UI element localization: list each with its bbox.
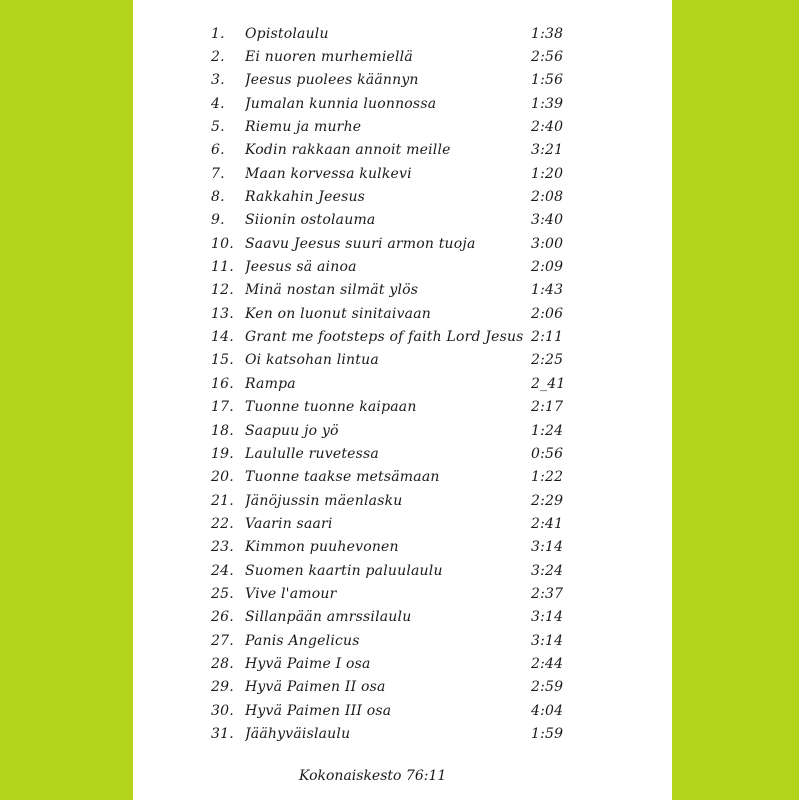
track-duration: 3:00 xyxy=(531,235,564,252)
track-row xyxy=(211,69,571,92)
track-duration: 2:09 xyxy=(531,259,564,276)
track-title: Jeesus sä ainoa xyxy=(245,259,357,276)
right-green-band xyxy=(672,0,799,800)
track-row xyxy=(211,722,571,745)
track-title: Suomen kaartin paluulaulu xyxy=(245,562,443,579)
track-title: Rakkahin Jeesus xyxy=(245,189,366,206)
track-title: Jumalan kunnia luonnossa xyxy=(245,95,437,112)
track-title: Vive l'amour xyxy=(245,585,337,602)
track-row xyxy=(211,115,571,138)
track-number: 8. xyxy=(211,189,225,206)
track-number: 12. xyxy=(211,282,234,299)
track-number: 2. xyxy=(211,49,225,66)
track-row xyxy=(211,302,571,325)
track-title: Laululle ruvetessa xyxy=(245,445,379,462)
track-duration: 2:29 xyxy=(531,492,564,509)
track-row xyxy=(211,372,571,395)
track-title: Maan korvessa kulkevi xyxy=(245,165,412,182)
track-number: 17. xyxy=(211,399,234,416)
track-number: 20. xyxy=(211,469,234,486)
track-title: Panis Angelicus xyxy=(245,632,360,649)
track-row xyxy=(211,466,571,489)
track-title: Opistolaulu xyxy=(245,25,329,42)
tracklist-page xyxy=(133,0,672,800)
track-number: 10. xyxy=(211,235,234,252)
track-row xyxy=(211,442,571,465)
track-duration: 1:20 xyxy=(531,165,564,182)
track-title: Rampa xyxy=(245,375,296,392)
track-duration: 1:24 xyxy=(531,422,564,439)
track-title: Saapuu jo yö xyxy=(245,422,339,439)
track-duration: 1:56 xyxy=(531,72,564,89)
track-row xyxy=(211,512,571,535)
track-title: Hyvä Paimen II osa xyxy=(245,679,386,696)
track-number: 5. xyxy=(211,119,225,136)
track-duration: 2_41 xyxy=(531,375,566,392)
track-row xyxy=(211,232,571,255)
track-row xyxy=(211,185,571,208)
track-duration: 3:14 xyxy=(531,609,564,626)
track-title: Siionin ostolauma xyxy=(245,212,376,229)
track-duration: 2:37 xyxy=(531,585,564,602)
track-number: 6. xyxy=(211,142,225,159)
track-title: Ei nuoren murhemiellä xyxy=(245,49,413,66)
track-duration: 2:56 xyxy=(531,49,564,66)
track-number: 4. xyxy=(211,95,225,112)
track-duration: 1:43 xyxy=(531,282,564,299)
track-number: 13. xyxy=(211,305,234,322)
left-green-band xyxy=(0,0,133,800)
track-title: Grant me footsteps of faith Lord Jesus xyxy=(245,329,524,346)
total-duration: Kokonaiskesto 76:11 xyxy=(299,768,447,784)
track-duration: 0:56 xyxy=(531,445,564,462)
track-title: Hyvä Paime I osa xyxy=(245,655,371,672)
track-row xyxy=(211,489,571,512)
track-row xyxy=(211,349,571,372)
track-row xyxy=(211,92,571,115)
track-row xyxy=(211,45,571,68)
track-title: Saavu Jeesus suuri armon tuoja xyxy=(245,235,476,252)
track-number: 1. xyxy=(211,25,225,42)
track-row xyxy=(211,676,571,699)
track-number: 11. xyxy=(211,259,234,276)
track-number: 22. xyxy=(211,515,234,532)
track-title: Riemu ja murhe xyxy=(245,119,362,136)
track-duration: 2:06 xyxy=(531,305,564,322)
track-number: 28. xyxy=(211,655,234,672)
track-row xyxy=(211,629,571,652)
track-row xyxy=(211,255,571,278)
track-duration: 2:44 xyxy=(531,655,564,672)
track-duration: 3:14 xyxy=(531,632,564,649)
track-duration: 2:17 xyxy=(531,399,564,416)
track-duration: 1:39 xyxy=(531,95,564,112)
track-number: 25. xyxy=(211,585,234,602)
track-title: Tuonne tuonne kaipaan xyxy=(245,399,417,416)
track-number: 3. xyxy=(211,72,225,89)
track-number: 31. xyxy=(211,725,234,742)
track-duration: 3:40 xyxy=(531,212,564,229)
track-title: Kimmon puuhevonen xyxy=(245,539,399,556)
track-number: 7. xyxy=(211,165,225,182)
track-row xyxy=(211,139,571,162)
track-number: 27. xyxy=(211,632,234,649)
track-title: Jeesus puolees käännyn xyxy=(245,72,419,89)
track-duration: 2:11 xyxy=(531,329,564,346)
track-list xyxy=(211,22,571,746)
track-number: 16. xyxy=(211,375,234,392)
track-row xyxy=(211,279,571,302)
track-number: 19. xyxy=(211,445,234,462)
track-row xyxy=(211,536,571,559)
track-title: Sillanpään amrssilaulu xyxy=(245,609,412,626)
track-row xyxy=(211,606,571,629)
track-title: Tuonne taakse metsämaan xyxy=(245,469,440,486)
track-title: Vaarin saari xyxy=(245,515,333,532)
track-row xyxy=(211,652,571,675)
track-title: Jänöjussin mäenlasku xyxy=(245,492,403,509)
track-row xyxy=(211,396,571,419)
track-row xyxy=(211,209,571,232)
track-row xyxy=(211,559,571,582)
track-number: 24. xyxy=(211,562,234,579)
track-row xyxy=(211,22,571,45)
track-duration: 1:22 xyxy=(531,469,564,486)
track-duration: 2:41 xyxy=(531,515,564,532)
track-duration: 2:25 xyxy=(531,352,564,369)
track-number: 14. xyxy=(211,329,234,346)
track-row xyxy=(211,699,571,722)
track-title: Oi katsohan lintua xyxy=(245,352,379,369)
track-number: 23. xyxy=(211,539,234,556)
track-duration: 2:40 xyxy=(531,119,564,136)
track-number: 18. xyxy=(211,422,234,439)
track-duration: 4:04 xyxy=(531,702,564,719)
track-duration: 3:14 xyxy=(531,539,564,556)
track-title: Ken on luonut sinitaivaan xyxy=(245,305,431,322)
track-duration: 3:24 xyxy=(531,562,564,579)
track-duration: 3:21 xyxy=(531,142,564,159)
track-duration: 1:38 xyxy=(531,25,564,42)
track-duration: 1:59 xyxy=(531,725,564,742)
track-duration: 2:59 xyxy=(531,679,564,696)
track-row xyxy=(211,325,571,348)
track-title: Kodin rakkaan annoit meille xyxy=(245,142,451,159)
track-number: 29. xyxy=(211,679,234,696)
track-row xyxy=(211,419,571,442)
track-number: 30. xyxy=(211,702,234,719)
track-row xyxy=(211,582,571,605)
track-title: Jäähyväislaulu xyxy=(245,725,351,742)
track-number: 15. xyxy=(211,352,234,369)
track-number: 21. xyxy=(211,492,234,509)
track-number: 9. xyxy=(211,212,225,229)
track-duration: 2:08 xyxy=(531,189,564,206)
track-number: 26. xyxy=(211,609,234,626)
track-row xyxy=(211,162,571,185)
track-title: Minä nostan silmät ylös xyxy=(245,282,419,299)
track-title: Hyvä Paimen III osa xyxy=(245,702,392,719)
